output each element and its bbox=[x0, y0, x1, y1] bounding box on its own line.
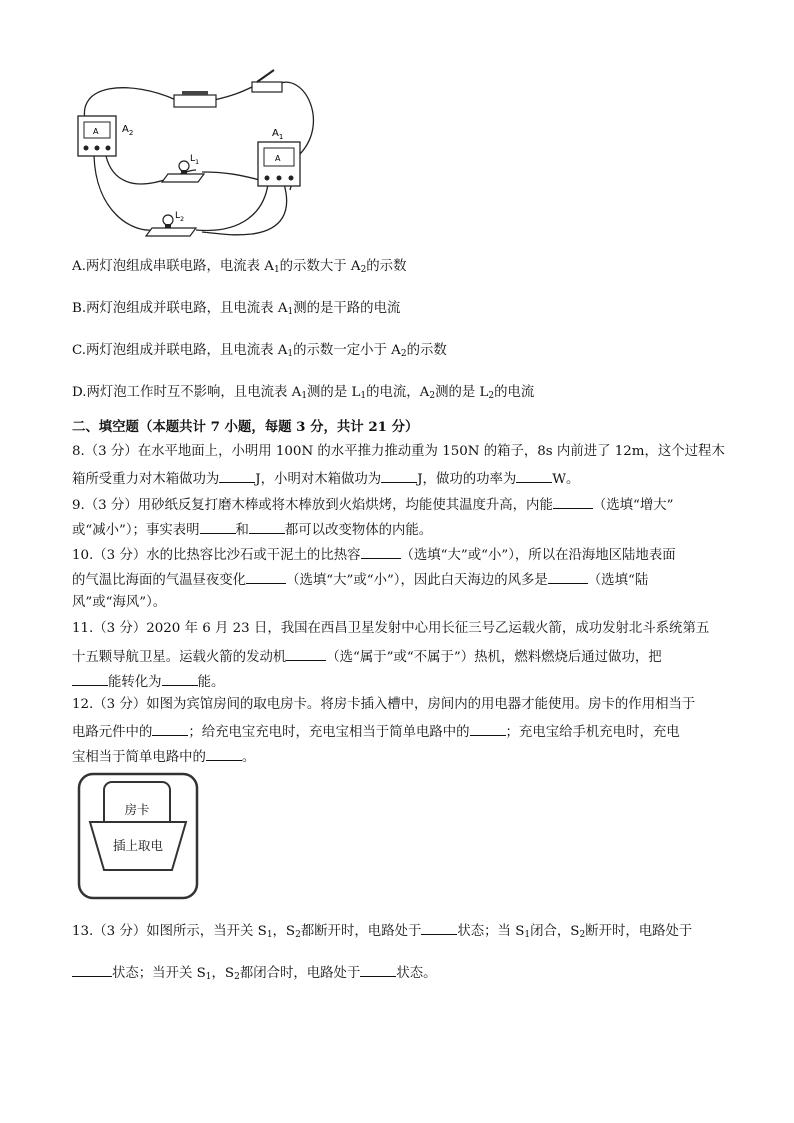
slot-label: 插上取电 bbox=[112, 838, 164, 853]
label-a2: $A_2$ bbox=[122, 124, 134, 137]
answer-blank[interactable] bbox=[72, 671, 108, 686]
wire bbox=[196, 184, 268, 230]
question-12-line-3: 宝相当于简单电路中的 。 bbox=[72, 746, 255, 767]
answer-blank[interactable] bbox=[360, 962, 396, 977]
answer-blank[interactable] bbox=[219, 468, 255, 483]
question-10-line-2: 的气温比海面的气温昼夜变化 （选填“大”或“小”），因此白天海边的风多是 （选填“陆 bbox=[72, 569, 648, 590]
label-a1: $A_1$ bbox=[272, 128, 284, 141]
answer-blank[interactable] bbox=[200, 519, 236, 534]
answer-blank[interactable] bbox=[548, 569, 588, 584]
question-13-line-1: 13.（3 分）如图所示，当开关 $S_1$，$S_2$都断开时，电路处于 状态；当 $S_1$闭合，$S_2$断开时，电路处于 bbox=[72, 920, 692, 944]
answer-blank[interactable] bbox=[72, 962, 112, 977]
answer-blank[interactable] bbox=[206, 746, 242, 761]
question-8-line-2: 箱所受重力对木箱做功为 J，小明对木箱做功为 J，做功的功率为 W。 bbox=[72, 468, 579, 489]
answer-blank[interactable] bbox=[152, 721, 188, 736]
label-l2: $L_2$ bbox=[175, 211, 185, 223]
option-c: C.两灯泡组成并联电路，且电流表 $A_1$的示数一定小于 $A_2$的示数 bbox=[72, 343, 447, 359]
answer-blank[interactable] bbox=[553, 494, 593, 509]
answer-blank[interactable] bbox=[516, 468, 552, 483]
bulb-l2-icon bbox=[146, 215, 196, 236]
question-12-line-1: 12.（3 分）如图为宾馆房间的取电房卡。将房卡插入槽中，房间内的用电器才能使用。房卡的作用相当于 bbox=[72, 697, 696, 712]
question-8-line-1: 8.（3 分）在水平地面上，小明用 100N 的水平推力推动重为 150N 的箱子，8s 内前进了 12m，这个过程木 bbox=[72, 444, 725, 459]
label-l1: $L_1$ bbox=[190, 154, 200, 166]
answer-blank[interactable] bbox=[361, 544, 401, 559]
answer-blank[interactable] bbox=[421, 920, 457, 935]
answer-blank[interactable] bbox=[162, 671, 198, 686]
question-10-line-1: 10.（3 分）水的比热容比沙石或干泥土的比热容 （选填“大”或“小”），所以在沿海地区陆地表面 bbox=[72, 544, 676, 565]
option-a: A.两灯泡组成串联电路，电流表 $A_1$的示数大于 $A_2$的示数 bbox=[72, 259, 407, 275]
question-11-line-2: 十五颗导航卫星。运载火箭的发动机 （选“属于”或“不属于”）热机，燃料燃烧后通过做功，把 bbox=[72, 646, 662, 667]
meter-letter: A bbox=[275, 154, 281, 163]
wire bbox=[94, 156, 152, 230]
question-13-line-2: 状态；当开关 $S_1$，$S_2$都闭合时，电路处于 状态。 bbox=[72, 962, 437, 986]
room-card-figure bbox=[76, 770, 200, 902]
meter-letter: A bbox=[93, 127, 99, 136]
card-label: 房卡 bbox=[124, 802, 150, 817]
ammeter-a1-icon bbox=[258, 142, 300, 186]
answer-blank[interactable] bbox=[286, 646, 326, 661]
option-d: D.两灯泡工作时互不影响，且电流表 $A_1$测的是 $L_1$的电流，$A_2$测的是 $L_2$的电流 bbox=[72, 385, 535, 401]
question-10-line-3: 风”或“海风”）。 bbox=[72, 595, 167, 610]
question-12-line-2: 电路元件中的 ；给充电宝充电时，充电宝相当于简单电路中的 ；充电宝给手机充电时，充电 bbox=[72, 721, 680, 742]
question-9-line-1: 9.（3 分）用砂纸反复打磨木棒或将木棒放到火焰烘烤，均能使其温度升高，内能 （选填“增大” bbox=[72, 494, 674, 515]
answer-blank[interactable] bbox=[381, 468, 417, 483]
wire bbox=[202, 184, 287, 235]
question-11-line-1: 11.（3 分）2020 年 6 月 23 日，我国在西昌卫星发射中心用长征三号乙运载火箭，成功发射北斗系统第五 bbox=[72, 621, 710, 636]
answer-blank[interactable] bbox=[249, 519, 285, 534]
answer-blank[interactable] bbox=[246, 569, 286, 584]
wire bbox=[202, 172, 260, 180]
answer-blank[interactable] bbox=[470, 721, 506, 736]
wire bbox=[214, 86, 254, 100]
option-b: B.两灯泡组成并联电路，且电流表 $A_1$测的是干路的电流 bbox=[72, 301, 401, 317]
question-11-line-3: 能转化为 能。 bbox=[72, 671, 224, 692]
circuit-figure bbox=[72, 62, 322, 244]
ammeter-a2-icon bbox=[78, 116, 116, 156]
rheostat-icon bbox=[174, 91, 216, 107]
section-heading: 二、填空题（本题共计 7 小题，每题 3 分，共计 21 分） bbox=[72, 419, 419, 435]
switch-icon bbox=[252, 70, 282, 92]
question-9-line-2: 或“减小”）；事实表明 和 都可以改变物体的内能。 bbox=[72, 519, 432, 540]
